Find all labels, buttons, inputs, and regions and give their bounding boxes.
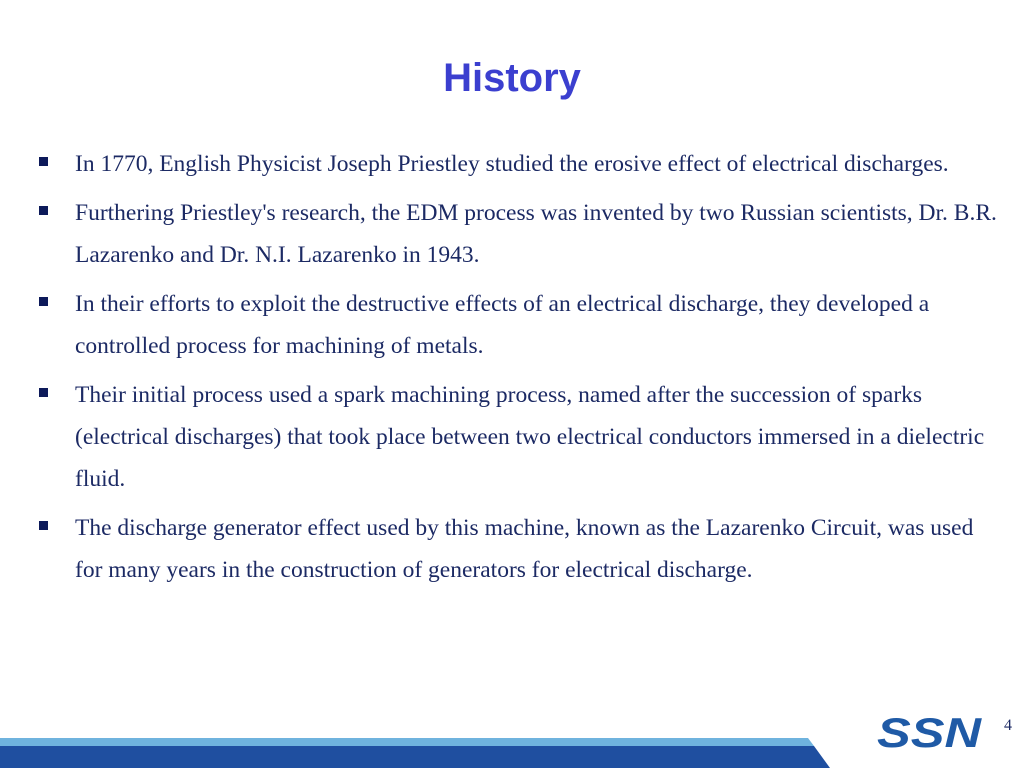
page-number: 4 [1004, 717, 1012, 734]
bullet-text: The discharge generator effect used by this machine, known as the Lazarenko Circuit, was used for many years in the construction of generators for electrical discharge. [75, 515, 974, 583]
bullet-item [0, 283, 1000, 367]
footer-bar-dark-stripe [0, 746, 830, 768]
square-bullet-icon [39, 388, 48, 397]
ssn-logo-text: SSN [877, 712, 984, 754]
square-bullet-icon [39, 297, 48, 306]
bullet-item [0, 507, 1000, 591]
bullet-text: In 1770, English Physicist Joseph Priestley studied the erosive effect of electrical discharges. [75, 151, 949, 177]
bullet-list [0, 143, 1000, 598]
bullet-text: Their initial process used a spark machining process, named after the succession of sparks (electrical discharges) that took place between two electrical conductors immersed in a dielectric fluid. [75, 382, 985, 492]
bullet-item [0, 374, 1000, 500]
bullet-item [0, 192, 1000, 276]
square-bullet-icon [39, 206, 48, 215]
footer-bar-light-stripe [0, 738, 814, 746]
bullet-text: In their efforts to exploit the destructive effects of an electrical discharge, they developed a controlled process for machining of metals. [75, 291, 930, 359]
bullet-item [0, 143, 1000, 185]
square-bullet-icon [39, 521, 48, 530]
square-bullet-icon [39, 157, 48, 166]
footer-bar [0, 738, 1024, 768]
ssn-logo [875, 712, 987, 754]
bullet-text: Furthering Priestley's research, the EDM process was invented by two Russian scientists, Dr. B.R. Lazarenko and Dr. N.I. Lazarenko in 1943. [75, 200, 997, 268]
slide-title: History [443, 56, 581, 100]
